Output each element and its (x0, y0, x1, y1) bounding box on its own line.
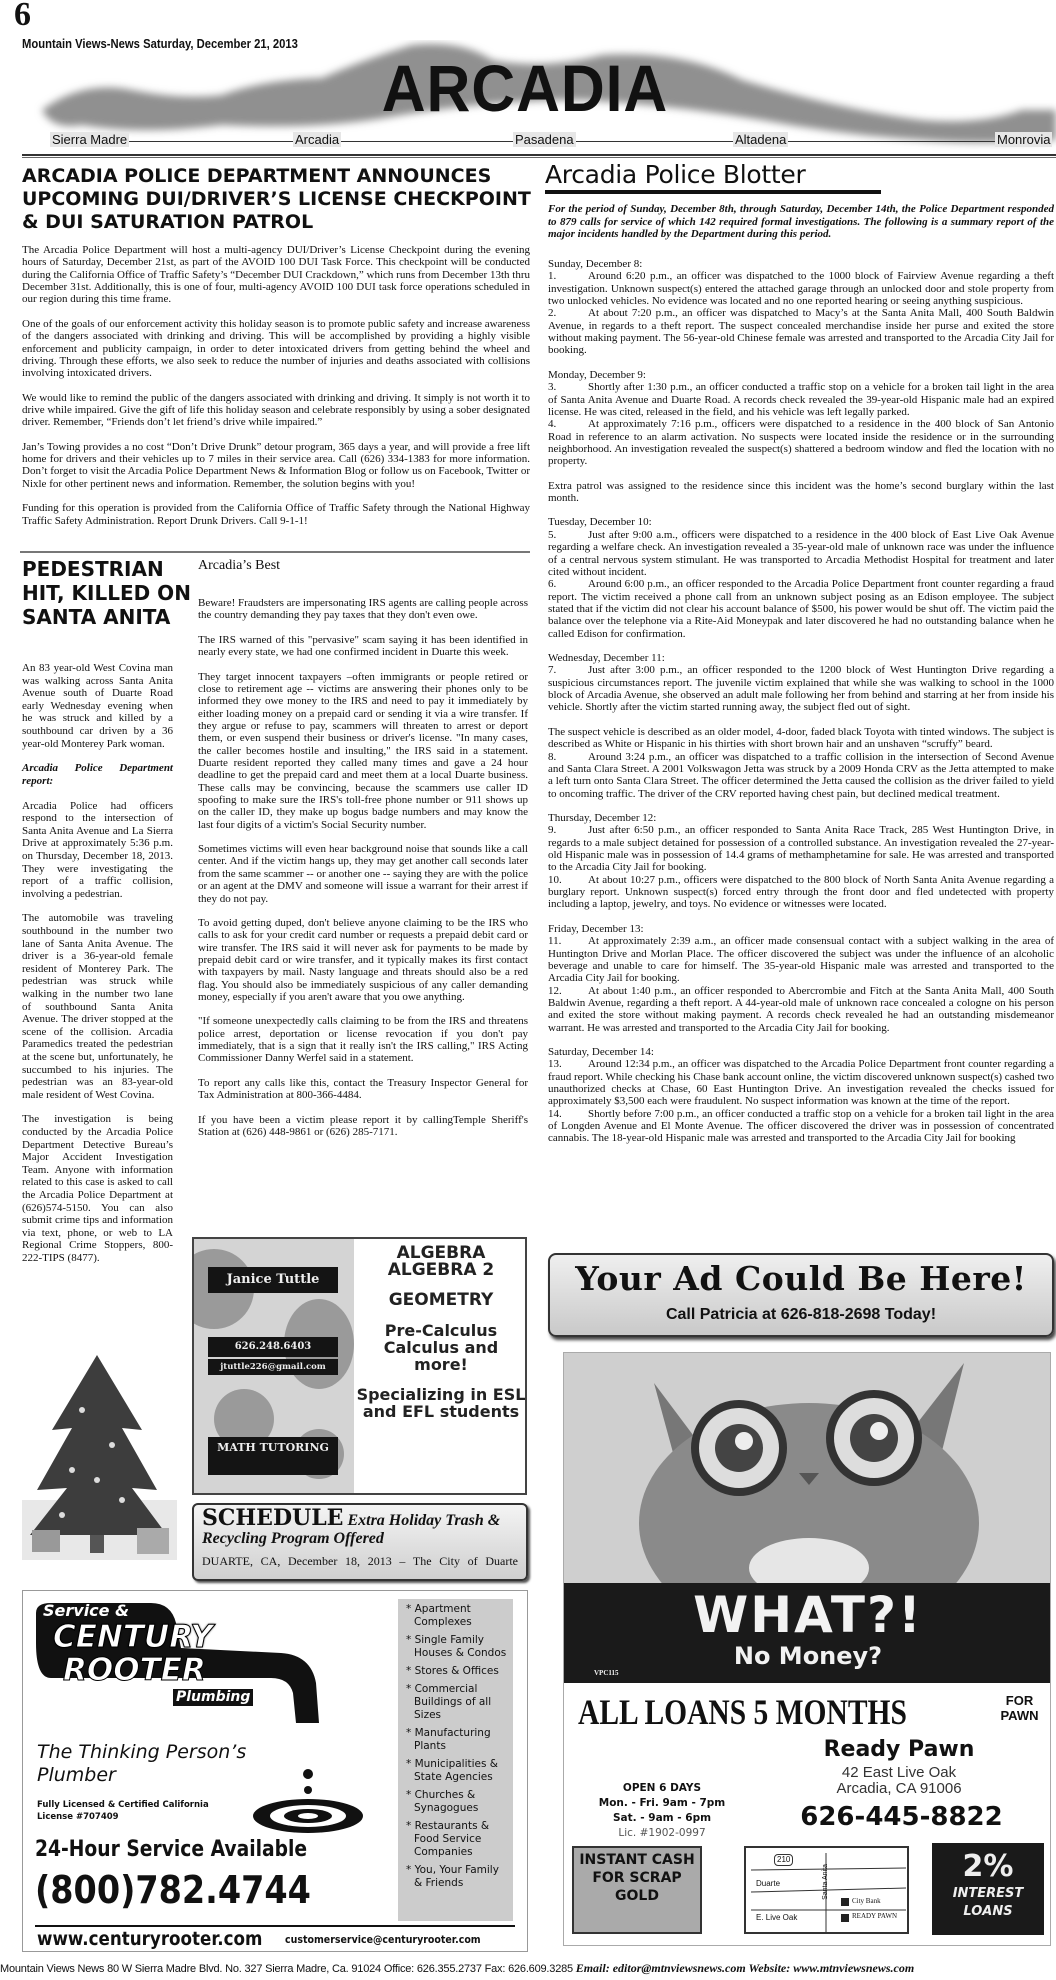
location-map (744, 1846, 909, 1934)
town-label (513, 132, 576, 147)
ready-pawn-ad[interactable] (563, 1352, 1051, 1946)
rooter-brand-rooter: ROOTER (63, 1652, 206, 1688)
water-drop-ripple-icon (248, 1756, 368, 1836)
town-label (50, 132, 129, 147)
paragraph: They target innocent taxpayers –often immigrants or people retired or close to retirement age -- victims are answering their phones only to be informed they owe money to the IRS and need to pay it immediately by either loading money on a prepaid card or sending it via a wire transfer. If they argue or refuse to pay, scammers will threaten to arrest or deport them, or even suspend their business or driver's license. "In many cases, the caller becomes hostile and insulting," the IRS said in a statement. Duarte resident reported they called many times and gave a 24 hour deadline to get the prepaid card and meet them at a local Duarte business. These calls may be convincing, because the scammers use caller ID spoofing to make sure the IRS's toll-free phone number or 911 shows up on the caller ID, they make up bogus badge numbers and may know the last four digits of a victim's Social Security number. (198, 670, 528, 831)
arcadias-best-body (198, 597, 528, 1150)
paragraph: If you have been a victim please report it by callingTemple Sheriff's Station at (626) 448-9861 or (626) 285-7171. (198, 1113, 528, 1139)
pawn-subhead: No Money? (733, 1642, 883, 1670)
rooter-tagline: The Thinking Person’s Plumber (37, 1741, 247, 1786)
entry-number: 12. (548, 984, 562, 997)
paragraph: Sometimes victims will even hear background noise that sounds like a call center. And if the victim hangs up, they may get another call seconds later from the same scammer -- or another one -- saying they are with the police or an agent at the DMV and someone will issue a warrant for their arrest if they do not pay. (198, 843, 528, 905)
entry-text: Just after 9:00 a.m., officers were dispatched to a residence in the 400 block of East Live Oak Avenue regarding a welfare check. An investigation revealed a 35-year-old male of unknown race was under the influence of a central nervous system stimulant. He was transported to Arcadia Methodist Hospital for treatment and later cited without incident. (548, 528, 1054, 578)
entry-text: Around 12:34 p.m., an officer was dispatched to the Arcadia Police Department front counter regarding a fraud report. While checking his Chase bank account online, the victim discovered unknown suspect(s) cashed two unauthorized checks at Chase, 60 East Huntington Drive. An investigation revealed the checks issued for approximately $3,500 each were fraudulent. No suspect information was known at the time of the report. (548, 1058, 1054, 1108)
town-pasadena: Pasadena (515, 132, 574, 147)
pawn-phone[interactable]: 626-445-8822 (800, 1802, 1003, 1832)
entry-text: The suspect vehicle is described as an older model, 4-door, faded black Toyota with tinted windows. The subject is described as White or Hispanic in his thirties with short brown hair and an unshaven “scruffy” beard. (548, 725, 1054, 751)
rooter-phone[interactable]: (800)782.4744 (35, 1868, 311, 1912)
dui-article-body (22, 244, 530, 539)
paragraph: Arcadia Police had officers respond to the intersection of Santa Anita Avenue and La Sierra Drive at approximately 5:36 p.m. on Thursday, December 18, 2013. They were investigating the report of a traffic collision, involving a pedestrian. (22, 799, 173, 900)
blotter-title-rule (545, 190, 881, 194)
entry-number: 2. (548, 307, 557, 320)
service-item: * Single Family Houses & Condos (406, 1634, 509, 1660)
entry-text: Extra patrol was assigned to the residence since this incident was the home’s second burglary within the last month. (548, 479, 1054, 505)
service-item: * Stores & Offices (406, 1665, 509, 1678)
header-rule (22, 154, 1056, 158)
paragraph: An 83 year-old West Covina man was walking across Santa Anita Avenue south of Duarte Road early Wednesday evening when he was struck and killed by a southbound car driven by a 36 year-old Monterey Park woman. (22, 662, 173, 750)
blotter-entry (548, 270, 1054, 307)
rooter-brand-century: CENTURY (53, 1619, 213, 1655)
blotter-day (548, 516, 1054, 639)
pawn-store-name: Ready Pawn (823, 1737, 975, 1762)
footer-contact[interactable]: Email: editor@mtnviewsnews.com Website: www.mtnviewsnews.com (575, 1961, 915, 1975)
entry-text: Shortly before 7:00 p.m., an officer conducted a traffic stop on a vehicle for a broken tail light in the area of Longden Avenue and El Monte Avenue. The officer discovered the driver was in possession of concentrated cannabis. The 18-year-old Hispanic male was arrested and transported to the Arcadia City Jail for booking (548, 1107, 1054, 1145)
century-rooter-ad[interactable] (22, 1590, 528, 1952)
service-item: * Manufacturing Plants (406, 1727, 509, 1753)
pawn-code: VPC115 (594, 1669, 619, 1677)
footer-address: Mountain Views News 80 W Sierra Madre Blvd. No. 327 Sierra Madre, Ca. 91024 Office: 626.355.2737 Fax: 626.609.3285 (0, 1963, 573, 1975)
schedule-article-teaser[interactable] (192, 1503, 528, 1581)
rooter-availability: 24-Hour Service Available (35, 1837, 308, 1862)
entry-number: 8. (548, 750, 557, 763)
entry-number: 7. (548, 664, 557, 677)
rooter-license: Fully Licensed & Certified California License #707409 (37, 1800, 209, 1822)
tutor-service: MATH TUTORING (208, 1437, 338, 1475)
service-item: * Apartment Complexes (406, 1603, 509, 1629)
entry-number: 5. (548, 528, 557, 541)
paragraph: To report any calls like this, contact the Treasury Inspector General for Tax Administration at 800-366-4484. (198, 1076, 528, 1102)
entry-number: 1. (548, 270, 557, 283)
entry-text: At approximately 7:16 p.m., officers were dispatched to a residence in the 400 block of San Antonio Road in reference to an alarm activation. No suspects were located inside the residence or in the surrounding neighborhood. An investigation revealed the suspect(s) shattered a bedroom window and fled the location with no property. (548, 418, 1054, 468)
blotter-entry (548, 751, 1054, 800)
pawn-address (759, 1765, 1039, 1797)
interest-label: INTEREST LOANS (952, 1886, 1024, 1919)
blotter-day (548, 652, 1054, 800)
masthead-dateline: Mountain Views-News Saturday, December 21, 2013 (22, 37, 298, 51)
rooter-brand-plumbing: Plumbing (173, 1689, 253, 1706)
town-label (293, 132, 341, 147)
rooter-email[interactable]: customerservice@centuryrooter.com (285, 1934, 481, 1946)
question-mark-graphic (194, 1239, 354, 1493)
subject-esl: Specializing in ESL and EFL students (356, 1385, 526, 1421)
map-label-store: READY PAWN (852, 1912, 898, 1920)
blotter-day (548, 812, 1054, 911)
entry-number: 14. (548, 1107, 562, 1120)
hours-saturday: Sat. - 9am - 6pm (612, 1812, 712, 1824)
blotter-intro: For the period of Sunday, December 8th, through Saturday, December 14th, the Police Department responded to 879 calls for service of which 142 required formal investigations. The following is a summary report of the major incidents handled by the Department during this period. (548, 203, 1054, 241)
section-divider (20, 551, 530, 553)
subject-algebra: ALGEBRA ALGEBRA 2 (387, 1243, 495, 1280)
blotter-day (548, 1046, 1054, 1145)
paragraph: Beware! Fraudsters are impersonating IRS agents are calling people across the country demanding they pay taxes that they don't even owe. (198, 597, 528, 622)
service-item: * Commercial Buildings of all Sizes (406, 1683, 509, 1722)
map-label-bank: City Bank (852, 1897, 881, 1905)
blotter-entry (548, 1108, 1054, 1145)
entry-text: Just after 6:50 p.m., an officer responded to Santa Anita Race Track, 285 West Huntington Drive, in regards to a male subject detained for possession of a controlled substance. An investigation revealed the 27-year-old Hispanic male was in possession of 14.4 grams of methamphetamine for sale. He was arrested and transported to the Arcadia City Jail for booking. (548, 824, 1054, 874)
town-label (995, 132, 1052, 147)
day-label: Friday, December 13: (548, 922, 644, 935)
page-footer (0, 1961, 1056, 1976)
blotter-entries (548, 258, 1054, 1157)
map-label-live-oak: E. Live Oak (756, 1913, 798, 1922)
blotter-entry (548, 418, 1054, 467)
service-item: * Restaurants & Food Service Companies (406, 1820, 509, 1859)
town-monrovia: Monrovia (997, 132, 1051, 147)
blotter-note (548, 480, 1054, 505)
entry-text: Around 6:00 p.m., an officer responded to the Arcadia Police Department front counter regarding a fraud report. The victim received a phone call from an unknown subject posing as an Edison employee. The subject stated that if the victim did not clear his account balance of $500, his power would be shut off. The victim paid the balance over the telephone via a Rite-Aid Moneypak and later discovered he had no outstanding balance when he called Edison for confirmation. (548, 578, 1054, 640)
blotter-note (548, 726, 1054, 751)
entry-number: 9. (548, 824, 557, 837)
entry-number: 11. (548, 935, 562, 948)
pawn-headline-band (564, 1583, 1051, 1683)
entry-number: 10. (548, 873, 562, 886)
paragraph: "If someone unexpectedly calls claiming to be from the IRS and threatens police arrest, deportation or license revocation if you don't pay immediately, that is a sign that it really isn't the IRS calling," IRS Acting Commissioner Danny Werfel said in a statement. (198, 1015, 528, 1065)
day-label: Monday, December 9: (548, 368, 646, 381)
page-number: 6 (14, 0, 31, 33)
rooter-service: Service & (43, 1601, 130, 1620)
schedule-dateline: DUARTE, CA, December 18, 2013 – The City of Duarte (202, 1554, 518, 1568)
interest-rate-box (932, 1843, 1044, 1935)
town-label (733, 132, 788, 147)
paragraph: Jan’s Towing provides a no cost “Don’t Drive Drunk” detour program, 365 days a year, and will provide a free lift home for drivers and their vehicles up to 7 miles in their service area. Call (626) 334-1383 for more information. Don’t forget to visit the Arcadia Police Department News & Information Blog or follow us on Facebook, Twitter or Nixle for other pertinent news and information. Remember, the solution begins with you! (22, 440, 530, 490)
entry-number: 6. (548, 578, 557, 591)
paragraph: Funding for this operation is provided from the California Office of Traffic Safety through the National Highway Traffic Safety Administration. Report Drunk Drivers. Call 9-1-1! (22, 502, 530, 527)
entry-text: Around 6:20 p.m., an officer was dispatched to the 1000 block of Fairview Avenue regarding a theft investigation. Unknown suspect(s) entered the attached garage through an unlocked door and stole property from two unlocked vehicles. No evidence was located and no one reported hearing or seeing anything suspicious. (548, 270, 1054, 308)
blotter-entry (548, 664, 1054, 713)
map-label-duarte: Duarte (756, 1879, 781, 1888)
pedestrian-article-headline: PEDESTRIAN HIT, KILLED ON SANTA ANITA (22, 557, 191, 629)
blotter-day (548, 258, 1054, 357)
blotter-entry (548, 874, 1054, 911)
interest-rate: 2% (962, 1849, 1014, 1884)
tutor-email: jtuttle226@gmail.com (208, 1359, 338, 1375)
entry-text: Just after 3:00 p.m., an officer responded to the 1200 block of West Huntington Drive regarding a suspicious circumstances report. The juvenile victim explained that while she was walking to school in the 1000 block of Arcadia Avenue, she observed an adult male following her from behind and starring at her from inside his vehicle. Shortly after the victim started running away, the subject fled out of sight. (548, 664, 1054, 714)
math-tutoring-ad[interactable] (192, 1237, 527, 1495)
blotter-entry (548, 1058, 1054, 1107)
pedestrian-article-body (22, 662, 173, 1277)
advertise-here-ad[interactable] (548, 1253, 1054, 1337)
dui-article-headline: ARCADIA POLICE DEPARTMENT ANNOUNCES UPCOMING DUI/DRIVER’S LICENSE CHECKPOINT & DUI SATURATION PATROL (22, 165, 531, 233)
day-label: Tuesday, December 10: (548, 516, 652, 529)
pawn-license: Lic. #1902-0997 (618, 1827, 706, 1839)
entry-number: 4. (548, 418, 557, 431)
day-label: Thursday, December 12: (548, 811, 657, 824)
paragraph: To avoid getting duped, don't believe anyone claiming to be the IRS who calls to ask for your credit card number or requests a prepaid debit card or wire transfer. The IRS said it will never ask for payments to be made by prepaid debit card or wire transfer, and it typically makes its first contact with taxpayers by mail. Nasty language and threats should also be a red flag. You should also be immediately suspicious of any caller demanding money, especially if you aren't aware that you owe anything. (198, 916, 528, 1003)
blotter-entry (548, 529, 1054, 578)
rooter-website[interactable]: www.centuryrooter.com (37, 1928, 263, 1950)
column-title: Arcadia’s Best (198, 558, 281, 573)
address-line: 42 East Live Oak (841, 1764, 957, 1781)
blotter-entry (548, 381, 1054, 418)
day-label: Wednesday, December 11: (548, 652, 665, 664)
entry-number: 3. (548, 381, 557, 394)
pawn-for-pawn: FOR PAWN (1000, 1693, 1039, 1723)
scrap-gold-box: INSTANT CASH FOR SCRAP GOLD (572, 1846, 702, 1934)
entry-text: Shortly after 1:30 p.m., an officer conducted a traffic stop on a vehicle for a broken tail light in the area of Santa Anita Avenue and Duarte Road. A records check revealed the 39-year-old Hispanic male had an expired license. He was cited, released in the field, and his vehicle was left legally parked. (548, 381, 1054, 418)
blotter-entry (548, 985, 1054, 1034)
hours-weekday: Mon. - Fri. 9am - 7pm (598, 1797, 726, 1809)
entry-text: At about 1:40 p.m., an officer responded to Abercrombie and Fitch at the Santa Anita Mall, 400 South Baldwin Avenue, regarding a theft report. A 44-year-old male of unknown race concealed a cologne on his person and exited the store without making payment. A records check revealed he had an outstanding misdemeanor warrant. He was arrested and transported to the Arcadia City Jail for booking. (548, 984, 1054, 1034)
subject-geometry: GEOMETRY (388, 1290, 494, 1310)
schedule-subtitle: Extra Holiday Trash & Recycling Program Offered (202, 1512, 501, 1547)
advertise-title: Your Ad Could Be Here! (575, 1259, 1027, 1298)
entry-text: Around 3:24 p.m., an officer was dispatched to a traffic collision in the intersection of Second Avenue and Santa Clara Street. A 2001 Volkswagon Jetta was struck by a 2009 Honda CRV as the Jetta attempted to make a left turn onto Santa Clara Street. The officer determined the Jetta caused the collision as the driver failed to yield to oncoming traffic. The driver of the CRV reported having chest pain, but declined medical treatment. (548, 750, 1054, 800)
tutor-name: Janice Tuttle (208, 1267, 338, 1293)
town-arcadia: Arcadia (295, 132, 340, 147)
tutor-phone: 626.248.6403 (208, 1337, 338, 1357)
subject-calculus: Pre-Calculus Calculus and more! (383, 1321, 499, 1374)
paragraph: The investigation is being conducted by the Arcadia Police Department Detective Bureau’s Major Accident Investigation Team. Anyone with information related to this case is asked to call the Arcadia Police Department at (626)574-5150. You can also submit crime tips and information via text, phone, or web to LA Regional Crime Stoppers, 800-222-TIPS (8477). (22, 1113, 173, 1264)
service-item: * You, Your Family & Friends (406, 1864, 509, 1890)
service-item: * Municipalities & State Agencies (406, 1758, 509, 1784)
entry-text: At approximately 2:39 a.m., an officer made consensual contact with a subject walking in the area of Huntington Drive and Morlan Place. The officer discovered the subject was under the influence of an alcoholic beverage and unable to care for himself. The 35-year-old Hispanic male was arrested and transported to the Arcadia City Jail for booking. (548, 935, 1054, 985)
christmas-tree-image (22, 1350, 177, 1560)
entry-text: At about 10:27 p.m., officers were dispatched to the 800 block of North Santa Anita Avenue regarding a burglary report. Unknown suspect(s) forced entry through the front door and fled undetected with property including a laptop, jewelry, and toys. No evidence or witnesses were located. (548, 873, 1054, 911)
open-days: OPEN 6 DAYS (622, 1782, 702, 1794)
blotter-entry (548, 824, 1054, 873)
blotter-day (548, 369, 1054, 505)
entry-text: At about 7:20 p.m., an officer was dispatched to Macy’s at the Santa Anita Mall, 400 South Baldwin Avenue, in regards to a theft report. The suspect concealed merchandise inside her purse and exited the store without making payment. The 56-year-old Chinese female was arrested and transported to the Arcadia City Jail for booking. (548, 307, 1054, 357)
town-altadena: Altadena (735, 132, 787, 147)
rooter-services-list (398, 1599, 513, 1921)
tutor-subjects (356, 1245, 526, 1433)
rooter-rule (35, 1925, 515, 1927)
paragraph: The IRS warned of this "pervasive" scam saying it has been identified in nearly every state, we had one confirmed incident in Duarte this week. (198, 633, 528, 659)
paragraph: We would like to remind the public of the dangers associated with drinking and driving. It simply is not worth it to drive while impaired. Give the gift of life this holiday season and celebrate responsibly by using a sober designated driver. Remember, “Friends don’t let friend’s drive while impaired.” (22, 391, 530, 429)
blotter-entry (548, 935, 1054, 984)
map-label-santa-anita: Santa Anita (821, 1864, 829, 1900)
day-label: Saturday, December 14: (548, 1046, 654, 1058)
cat-with-glasses-image (564, 1353, 1051, 1583)
pawn-headline: WHAT?! (693, 1586, 923, 1644)
blotter-day (548, 923, 1054, 1034)
pawn-loans-offer: ALL LOANS 5 MONTHS (578, 1692, 907, 1732)
blotter-entry (548, 578, 1054, 640)
freeway-shield-icon: 210 (774, 1854, 793, 1866)
section-title: ARCADIA (381, 51, 669, 125)
schedule-label: SCHEDULE (202, 1505, 344, 1531)
day-label: Sunday, December 8: (548, 258, 643, 270)
paragraph: One of the goals of our enforcement activity this holiday season is to promote public safety and increase awareness of the dangers associated with drinking and driving. This will be accomplished by providing a highly visible enforcement and publicity campaign, in order to deter intoxicated drivers from getting behind the wheel and driving. Through these efforts, we also seek to reduce the number of injuries and deaths associated with collisions involving intoxicated drivers. (22, 317, 530, 380)
paragraph: The Arcadia Police Department will host a multi-agency DUI/Driver’s License Checkpoint during the evening hours of Saturday, December 21st, as part of the AVOID 100 DUI Task Force. This checkpoint will be conducted during the California Office of Traffic Safety’s “December DUI Crackdown,” which runs from December 13th thru December 31st. Additionally, this is one of four, multi-agency AVOID 100 DUI task force operations scheduled in our region during this time frame. (22, 244, 530, 306)
blotter-title: Arcadia Police Blotter (545, 160, 806, 189)
town-sierra-madre: Sierra Madre (52, 132, 128, 147)
entry-number: 13. (548, 1058, 562, 1071)
service-item: * Churches & Synagogues (406, 1789, 509, 1815)
blotter-entry (548, 307, 1054, 356)
advertise-contact: Call Patricia at 626-818-2698 Today! (665, 1306, 937, 1323)
address-line: Arcadia, CA 91006 (836, 1780, 962, 1797)
pawn-hours (572, 1781, 752, 1841)
subheading: Arcadia Police Department report: (22, 762, 173, 787)
paragraph: The automobile was traveling southbound in the number two lane of Santa Anita Avenue. The driver is a 36-year-old female resident of Monterey Park. The pedestrian was struck while walking in the number two lane of southbound Santa Anita Avenue. The driver stopped at the scene of the collision. Arcadia Paramedics treated the pedestrian at the scene but, unfortunately, he succumbed to his injuries. The pedestrian was an 83-year-old male resident of West Covina. (22, 912, 173, 1101)
schedule-heading (202, 1506, 518, 1548)
